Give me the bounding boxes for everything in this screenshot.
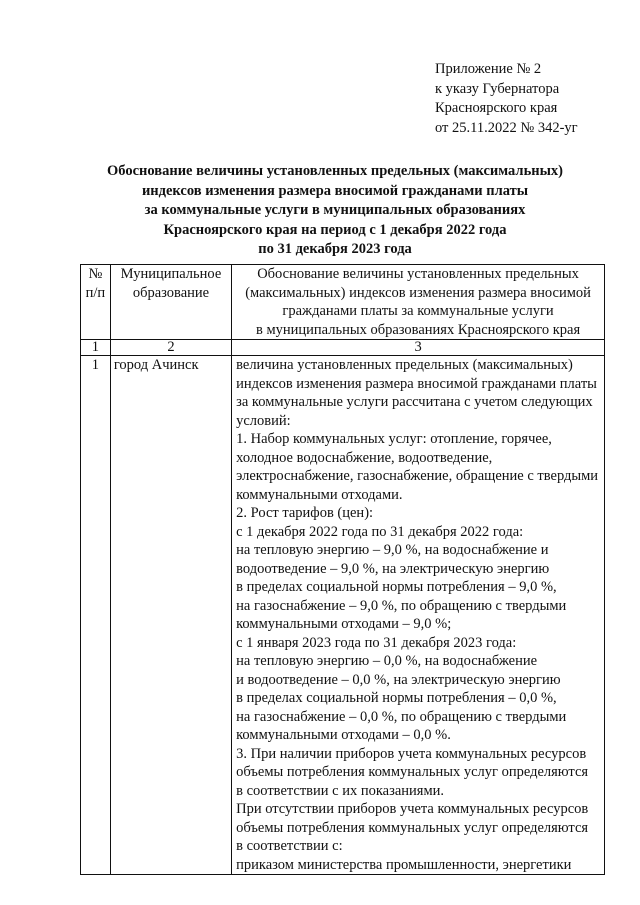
table-header-row	[81, 265, 605, 340]
justification-line: 1. Набор коммунальных услуг: отопление, горячее,	[236, 431, 552, 447]
justification-line: с 1 декабря 2022 года по 31 декабря 2022 года:	[236, 523, 524, 540]
column-numbering-row	[81, 340, 605, 356]
table-row	[81, 356, 605, 875]
appendix-line: от 25.11.2022 № 342-уг	[435, 119, 578, 136]
justification-line: индексов изменения размера вносимой гражданами платы	[236, 375, 597, 392]
justification-line: на тепловую энергию – 0,0 %, на водоснабжение	[236, 653, 538, 669]
document-title	[60, 162, 610, 260]
column-number: 1	[81, 340, 111, 356]
title-line: за коммунальные услуги в муниципальных образованиях	[144, 202, 526, 218]
justification-line: 2. Рост тарифов (цен):	[236, 505, 374, 521]
justification-line: коммунальными отходами – 9,0 %;	[236, 616, 452, 632]
justification-line: в пределах социальной нормы потребления – 9,0 %,	[236, 579, 557, 595]
title-line: по 31 декабря 2023 года	[258, 241, 412, 257]
justification-line: с 1 января 2023 года по 31 декабря 2023 года:	[236, 634, 517, 651]
justification-line: на газоснабжение – 0,0 %, по обращению с твердыми	[236, 708, 567, 725]
justification-line: на газоснабжение – 9,0 %, по обращению с твердыми	[236, 597, 567, 614]
row-municipality: город Ачинск	[110, 356, 231, 875]
justification-line: за коммунальные услуги рассчитана с учетом следующих	[236, 394, 593, 410]
justification-line: холодное водоснабжение, водоотведение,	[236, 449, 493, 466]
justification-line: на тепловую энергию – 9,0 %, на водоснабжение и	[236, 542, 549, 558]
justification-line: и водоотведение – 0,0 %, на электрическую энергию	[236, 671, 561, 688]
justification-line: коммунальными отходами.	[236, 486, 403, 503]
justification-line: коммунальными отходами – 0,0 %.	[236, 727, 451, 743]
justification-line: 3. При наличии приборов учета коммунальных ресурсов	[236, 745, 587, 762]
justification-line: в пределах социальной нормы потребления – 0,0 %,	[236, 690, 557, 706]
title-line: Обоснование величины установленных предельных (максимальных)	[107, 163, 563, 179]
justification-line: приказом министерства промышленности, энергетики	[236, 856, 572, 873]
appendix-block	[435, 60, 578, 138]
justification-line: электроснабжение, газоснабжение, обращение с твердыми	[236, 468, 599, 484]
column-number: 2	[110, 340, 231, 356]
justification-line: в соответствии с:	[236, 838, 343, 854]
justification-line: величина установленных предельных (максимальных)	[236, 357, 573, 373]
appendix-line: Красноярского края	[435, 100, 558, 116]
column-number: 3	[232, 340, 605, 356]
row-justification	[232, 356, 605, 875]
justification-table	[80, 264, 605, 875]
header-municipality: Муниципальное образование	[110, 265, 231, 340]
appendix-line: к указу Губернатора	[435, 80, 560, 97]
justification-line: объемы потребления коммунальных услуг определяются	[236, 764, 589, 780]
justification-line: При отсутствии приборов учета коммунальных ресурсов	[236, 801, 589, 817]
justification-line: условий:	[236, 412, 291, 429]
appendix-line: Приложение № 2	[435, 61, 542, 77]
header-justification: Обоснование величины установленных предельных (максимальных) индексов изменения размера вносимой гражданами платы за коммунальные услуги в муниципальных образованиях Красноярского края	[232, 265, 605, 340]
header-number: № п/п	[81, 265, 111, 340]
justification-line: водоотведение – 9,0 %, на электрическую энергию	[236, 560, 550, 577]
title-line: Красноярского края на период с 1 декабря 2022 года	[163, 221, 507, 238]
title-line: индексов изменения размера вносимой гражданами платы	[141, 182, 529, 199]
row-number: 1	[81, 356, 111, 875]
justification-line: в соответствии с их показаниями.	[236, 782, 445, 799]
justification-line: объемы потребления коммунальных услуг определяются	[236, 819, 589, 836]
